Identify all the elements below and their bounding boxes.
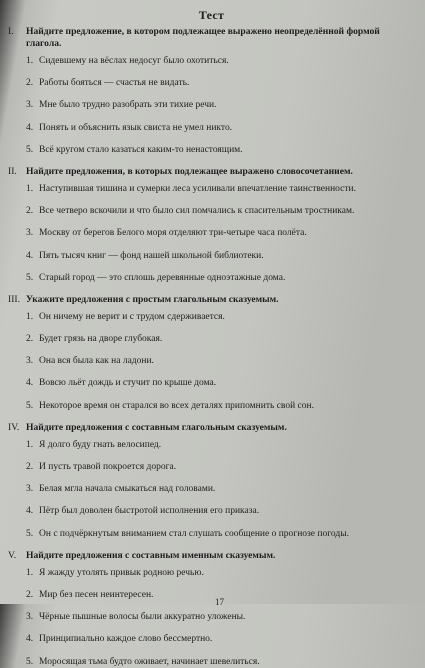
sentence-number: 2. [26, 206, 34, 217]
sentence-text: Всё кругом стало казаться каким-то ненастоящим. [39, 144, 243, 155]
sentence-number: 5. [26, 656, 34, 667]
task-instruction: Укажите предложения с простым глагольным сказуемым. [26, 293, 279, 305]
sentence-item [26, 505, 415, 517]
sentence-item [26, 205, 415, 217]
sentence-list [26, 55, 415, 156]
sentence-text: Все четверо вскочили и что было сил помчались к спасительным тростникам. [39, 206, 355, 217]
sentence-number: 3. [26, 612, 34, 623]
task-instruction: Найдите предложения, в которых подлежащее выражено словосочетанием. [26, 165, 353, 177]
sentence-item [26, 400, 415, 412]
sentence-item [26, 528, 415, 540]
sentence-text: Сидевшему на вёслах недосуг было охотиться. [39, 56, 229, 66]
sentence-number: 2. [26, 589, 34, 600]
task-number: IV. [8, 421, 20, 433]
task-heading [8, 422, 415, 434]
sentence-number: 2. [26, 78, 34, 89]
sentence-item [26, 77, 415, 89]
sentence-number: 5. [26, 272, 34, 283]
sentence-item [26, 144, 415, 156]
task-number: II. [8, 165, 17, 177]
task-block [8, 294, 415, 412]
sentence-text: Будет грязь на дворе глубокая. [39, 334, 163, 345]
sentence-number: 1. [26, 56, 34, 66]
sentence-number: 4. [26, 250, 34, 261]
sentence-text: Пётр был доволен быстротой исполнения его приказа. [39, 506, 260, 517]
sentence-number: 1. [26, 183, 34, 194]
sentence-text: И пусть травой покроется дорога. [39, 462, 177, 472]
task-number: I. [8, 26, 14, 37]
sentence-text: Я жажду утолять привык родною речью. [39, 567, 204, 578]
sentence-text: Некоторое время он старался во всех деталях припомнить свой сон. [39, 400, 314, 411]
sentence-number: 5. [26, 528, 34, 539]
task-heading [8, 550, 415, 562]
task-block [8, 422, 415, 540]
sentence-item [26, 656, 415, 668]
page-title: Тест [198, 8, 225, 22]
sentence-item [26, 227, 415, 239]
sentence-text: Понять и объяснить язык свиста не умел никто. [39, 122, 233, 133]
sentence-text: Вовсю льёт дождь и стучит по крыше дома. [39, 378, 217, 389]
sentence-list [26, 311, 415, 412]
sentence-text: Работы бояться — счастья не видать. [39, 78, 190, 89]
sentence-list [26, 567, 415, 668]
sentence-number: 3. [26, 484, 34, 495]
sentence-number: 4. [26, 122, 34, 133]
sentence-text: Москву от берегов Белого моря отделяют три-четыре часа полёта. [39, 228, 307, 239]
sentence-text: Она вся была как на ладони. [39, 356, 154, 367]
task-heading [8, 26, 415, 50]
sentence-number: 4. [26, 378, 34, 389]
sentence-item [26, 483, 415, 495]
sentence-item [26, 183, 415, 195]
sentence-item [26, 333, 415, 345]
sentence-text: Пять тысяч книг — фонд нашей школьной библиотеки. [39, 250, 264, 261]
sentence-text: Старый город — это сплошь деревянные одноэтажные дома. [39, 272, 286, 283]
sentence-item [26, 439, 415, 451]
task-block [8, 550, 415, 668]
sentence-text: Чёрные пышные волосы были аккуратно уложены. [39, 612, 246, 623]
sentence-item [26, 99, 415, 111]
sentence-text: Он ничему не верит и с трудом сдерживается. [39, 311, 225, 322]
sentence-number: 5. [26, 400, 34, 411]
sentence-number: 1. [26, 311, 34, 322]
sentence-text: Белая мгла начала смыкаться над головами. [39, 484, 216, 495]
sentence-number: 5. [26, 144, 34, 155]
sentence-item [26, 633, 415, 645]
sentence-item [26, 355, 415, 367]
sentence-number: 3. [26, 356, 34, 367]
task-heading [8, 294, 415, 306]
sentence-number: 3. [26, 228, 34, 239]
sentence-text: Принципиально каждое слово бессмертно. [39, 634, 213, 645]
task-list [8, 26, 415, 668]
sentence-text: Он с подчёркнутым вниманием стал слушать сообщение о прогнозе погоды. [39, 528, 349, 539]
task-number: V. [8, 549, 17, 561]
task-instruction: Найдите предложение, в котором подлежащее выражено неопределённой формой глагола. [26, 26, 380, 49]
sentence-item [26, 567, 415, 579]
sentence-number: 3. [26, 100, 34, 111]
sentence-list [26, 183, 415, 284]
sentence-item [26, 311, 415, 323]
task-block [8, 26, 415, 156]
sentence-number: 2. [26, 462, 34, 472]
task-heading [8, 166, 415, 178]
sentence-text: Мне было трудно разобрать эти тихие речи. [39, 100, 217, 111]
task-block [8, 166, 415, 284]
sentence-number: 1. [26, 439, 34, 450]
sentence-item [26, 272, 415, 284]
sentence-text: Мир без песен неинтересен. [39, 589, 154, 600]
sentence-text: Я долго буду гнать велосипед. [39, 439, 162, 450]
sentence-item [26, 461, 415, 473]
page-number: 17 [215, 597, 224, 607]
sentence-text: Моросящая тьма будто оживает, начинает шевелиться. [39, 656, 260, 667]
sentence-text: Наступившая тишина и сумерки леса усиливали впечатление таинственности. [39, 183, 356, 194]
sentence-item [26, 611, 415, 623]
sentence-number: 4. [26, 634, 34, 645]
sentence-item [26, 122, 415, 134]
task-number: III. [8, 293, 20, 305]
sentence-number: 4. [26, 506, 34, 517]
sentence-item [26, 55, 415, 67]
sentence-item [26, 377, 415, 389]
sentence-number: 1. [26, 567, 34, 578]
sentence-number: 2. [26, 334, 34, 345]
task-instruction: Найдите предложения с составным именным сказуемым. [26, 549, 276, 561]
sentence-list [26, 439, 415, 540]
sentence-item [26, 250, 415, 262]
task-instruction: Найдите предложения с составным глагольным сказуемым. [26, 421, 287, 433]
